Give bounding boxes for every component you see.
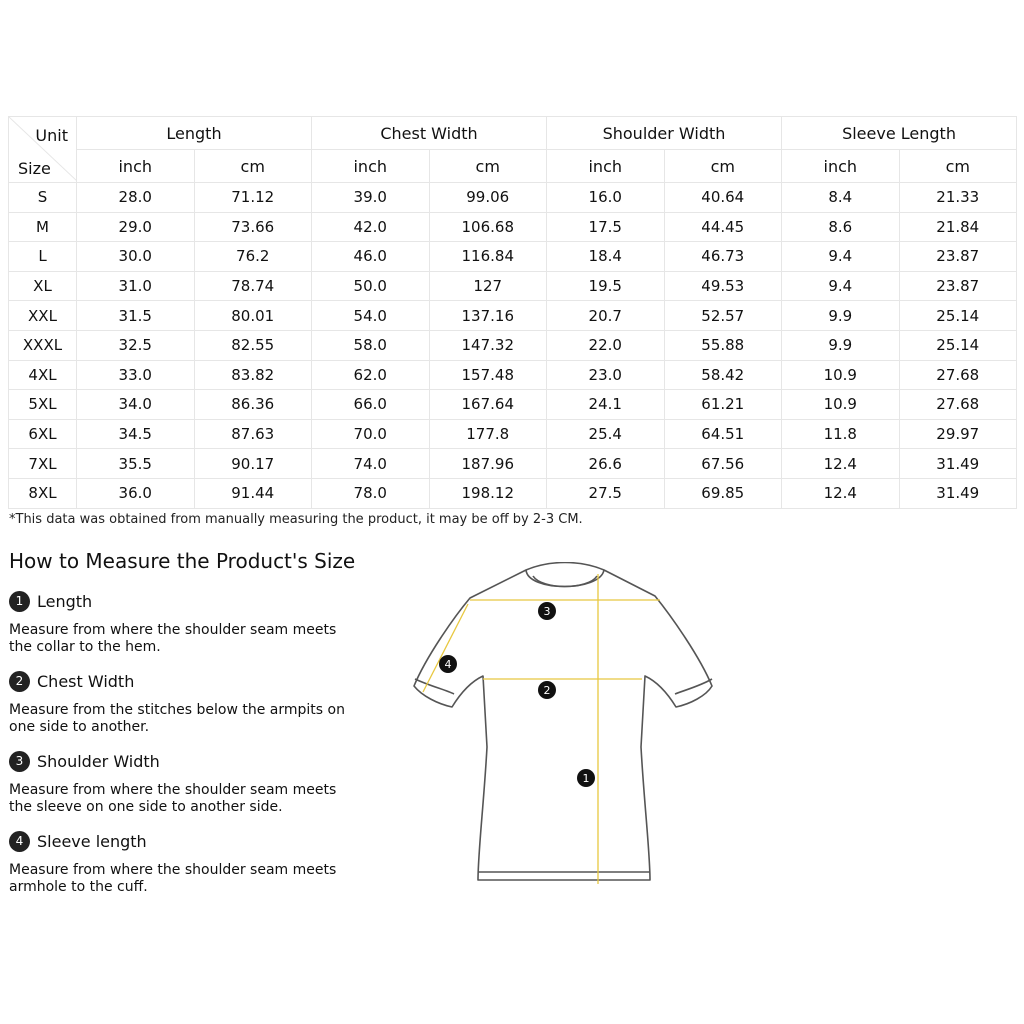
value-cell: 19.5 [547,271,665,301]
value-cell: 137.16 [429,301,547,331]
value-cell: 22.0 [547,330,665,360]
step-length [9,589,369,656]
diagram-marker-1 [577,769,595,787]
value-cell: 54.0 [312,301,430,331]
step-shoulder-width [9,749,369,816]
value-cell: 40.64 [664,183,782,213]
step-name: Chest Width [37,671,135,691]
size-cell: XL [9,271,77,301]
value-cell: 25.14 [899,301,1017,331]
size-cell: 7XL [9,449,77,479]
value-cell: 67.56 [664,449,782,479]
unit-header: inch [782,150,900,183]
tshirt-diagram [410,562,720,892]
table-body [9,183,1017,509]
value-cell: 46.73 [664,242,782,272]
value-cell: 17.5 [547,212,665,242]
number-4-icon: 4 [9,831,30,852]
step-sleeve-length [9,829,369,896]
sleeve-length-line [423,604,468,692]
value-cell: 55.88 [664,330,782,360]
size-cell: 4XL [9,360,77,390]
step-name: Sleeve length [37,831,147,851]
table-corner-cell [9,117,77,183]
size-cell: S [9,183,77,213]
value-cell: 27.68 [899,390,1017,420]
value-cell: 66.0 [312,390,430,420]
table-header-units [9,150,1017,183]
value-cell: 73.66 [194,212,312,242]
value-cell: 35.5 [77,449,195,479]
value-cell: 21.33 [899,183,1017,213]
value-cell: 34.0 [77,390,195,420]
value-cell: 69.85 [664,478,782,508]
value-cell: 87.63 [194,419,312,449]
size-cell: 8XL [9,478,77,508]
value-cell: 198.12 [429,478,547,508]
unit-header: inch [77,150,195,183]
value-cell: 58.42 [664,360,782,390]
value-cell: 28.0 [77,183,195,213]
value-cell: 9.4 [782,271,900,301]
step-chest-width [9,669,369,736]
marker-1-label: 1 [582,772,590,785]
value-cell: 23.87 [899,271,1017,301]
value-cell: 90.17 [194,449,312,479]
value-cell: 30.0 [77,242,195,272]
value-cell: 27.68 [899,360,1017,390]
unit-header: cm [429,150,547,183]
value-cell: 157.48 [429,360,547,390]
table-header-groups [9,117,1017,150]
number-2-icon: 2 [9,671,30,692]
number-1-icon: 1 [9,591,30,612]
table-row [9,390,1017,420]
value-cell: 25.4 [547,419,665,449]
marker-2-label: 2 [543,684,551,697]
table-row [9,183,1017,213]
value-cell: 177.8 [429,419,547,449]
value-cell: 25.14 [899,330,1017,360]
value-cell: 147.32 [429,330,547,360]
value-cell: 80.01 [194,301,312,331]
value-cell: 31.49 [899,478,1017,508]
value-cell: 76.2 [194,242,312,272]
value-cell: 29.97 [899,419,1017,449]
value-cell: 32.5 [77,330,195,360]
value-cell: 20.7 [547,301,665,331]
size-cell: M [9,212,77,242]
table-row [9,419,1017,449]
value-cell: 74.0 [312,449,430,479]
size-label: Size [18,159,51,178]
value-cell: 33.0 [77,360,195,390]
value-cell: 12.4 [782,449,900,479]
measurement-lines [423,574,660,884]
number-3-icon: 3 [9,751,30,772]
step-name: Length [37,591,93,611]
value-cell: 58.0 [312,330,430,360]
value-cell: 16.0 [547,183,665,213]
value-cell: 10.9 [782,390,900,420]
size-cell: L [9,242,77,272]
value-cell: 82.55 [194,330,312,360]
size-cell: XXL [9,301,77,331]
value-cell: 83.82 [194,360,312,390]
table-row [9,271,1017,301]
value-cell: 91.44 [194,478,312,508]
unit-header: inch [547,150,665,183]
value-cell: 36.0 [77,478,195,508]
value-cell: 62.0 [312,360,430,390]
table-row [9,360,1017,390]
table-row [9,449,1017,479]
value-cell: 78.74 [194,271,312,301]
header-shoulder-width: Shoulder Width [547,117,782,150]
unit-header: cm [664,150,782,183]
howto-title: How to Measure the Product's Size [9,549,356,573]
table-row [9,301,1017,331]
value-cell: 34.5 [77,419,195,449]
table-row [9,242,1017,272]
value-cell: 167.64 [429,390,547,420]
value-cell: 127 [429,271,547,301]
table-row [9,478,1017,508]
value-cell: 23.0 [547,360,665,390]
value-cell: 26.6 [547,449,665,479]
value-cell: 71.12 [194,183,312,213]
value-cell: 44.45 [664,212,782,242]
table-row [9,330,1017,360]
value-cell: 61.21 [664,390,782,420]
value-cell: 86.36 [194,390,312,420]
value-cell: 42.0 [312,212,430,242]
value-cell: 9.4 [782,242,900,272]
measurement-note: *This data was obtained from manually measuring the product, it may be off by 2-3 CM. [9,512,583,527]
step-description: Measure from where the shoulder seam meets the sleeve on one side to another side. [9,782,337,815]
value-cell: 49.53 [664,271,782,301]
diagram-marker-3 [538,602,556,620]
unit-label: Unit [35,126,68,145]
header-chest-width: Chest Width [312,117,547,150]
step-name: Shoulder Width [37,751,160,771]
header-length: Length [77,117,312,150]
value-cell: 187.96 [429,449,547,479]
diagram-marker-4 [439,655,457,673]
value-cell: 8.4 [782,183,900,213]
value-cell: 52.57 [664,301,782,331]
header-sleeve-length: Sleeve Length [782,117,1017,150]
marker-3-label: 3 [543,605,551,618]
marker-4-label: 4 [444,658,452,671]
step-description: Measure from the stitches below the armpits on one side to another. [9,702,345,735]
value-cell: 18.4 [547,242,665,272]
unit-header: cm [899,150,1017,183]
value-cell: 78.0 [312,478,430,508]
size-cell: 6XL [9,419,77,449]
value-cell: 46.0 [312,242,430,272]
size-cell: 5XL [9,390,77,420]
value-cell: 10.9 [782,360,900,390]
value-cell: 9.9 [782,330,900,360]
unit-header: inch [312,150,430,183]
value-cell: 24.1 [547,390,665,420]
step-description: Measure from where the shoulder seam meets armhole to the cuff. [9,862,337,895]
value-cell: 64.51 [664,419,782,449]
value-cell: 31.5 [77,301,195,331]
value-cell: 9.9 [782,301,900,331]
unit-header: cm [194,150,312,183]
value-cell: 50.0 [312,271,430,301]
value-cell: 70.0 [312,419,430,449]
diagram-marker-2 [538,681,556,699]
value-cell: 29.0 [77,212,195,242]
step-description: Measure from where the shoulder seam meets the collar to the hem. [9,622,337,655]
value-cell: 11.8 [782,419,900,449]
size-chart-table [8,116,1017,509]
tshirt-outline [414,563,712,881]
value-cell: 31.0 [77,271,195,301]
value-cell: 27.5 [547,478,665,508]
value-cell: 116.84 [429,242,547,272]
value-cell: 8.6 [782,212,900,242]
value-cell: 12.4 [782,478,900,508]
value-cell: 99.06 [429,183,547,213]
value-cell: 31.49 [899,449,1017,479]
value-cell: 21.84 [899,212,1017,242]
value-cell: 39.0 [312,183,430,213]
value-cell: 106.68 [429,212,547,242]
value-cell: 23.87 [899,242,1017,272]
table-row [9,212,1017,242]
size-cell: XXXL [9,330,77,360]
